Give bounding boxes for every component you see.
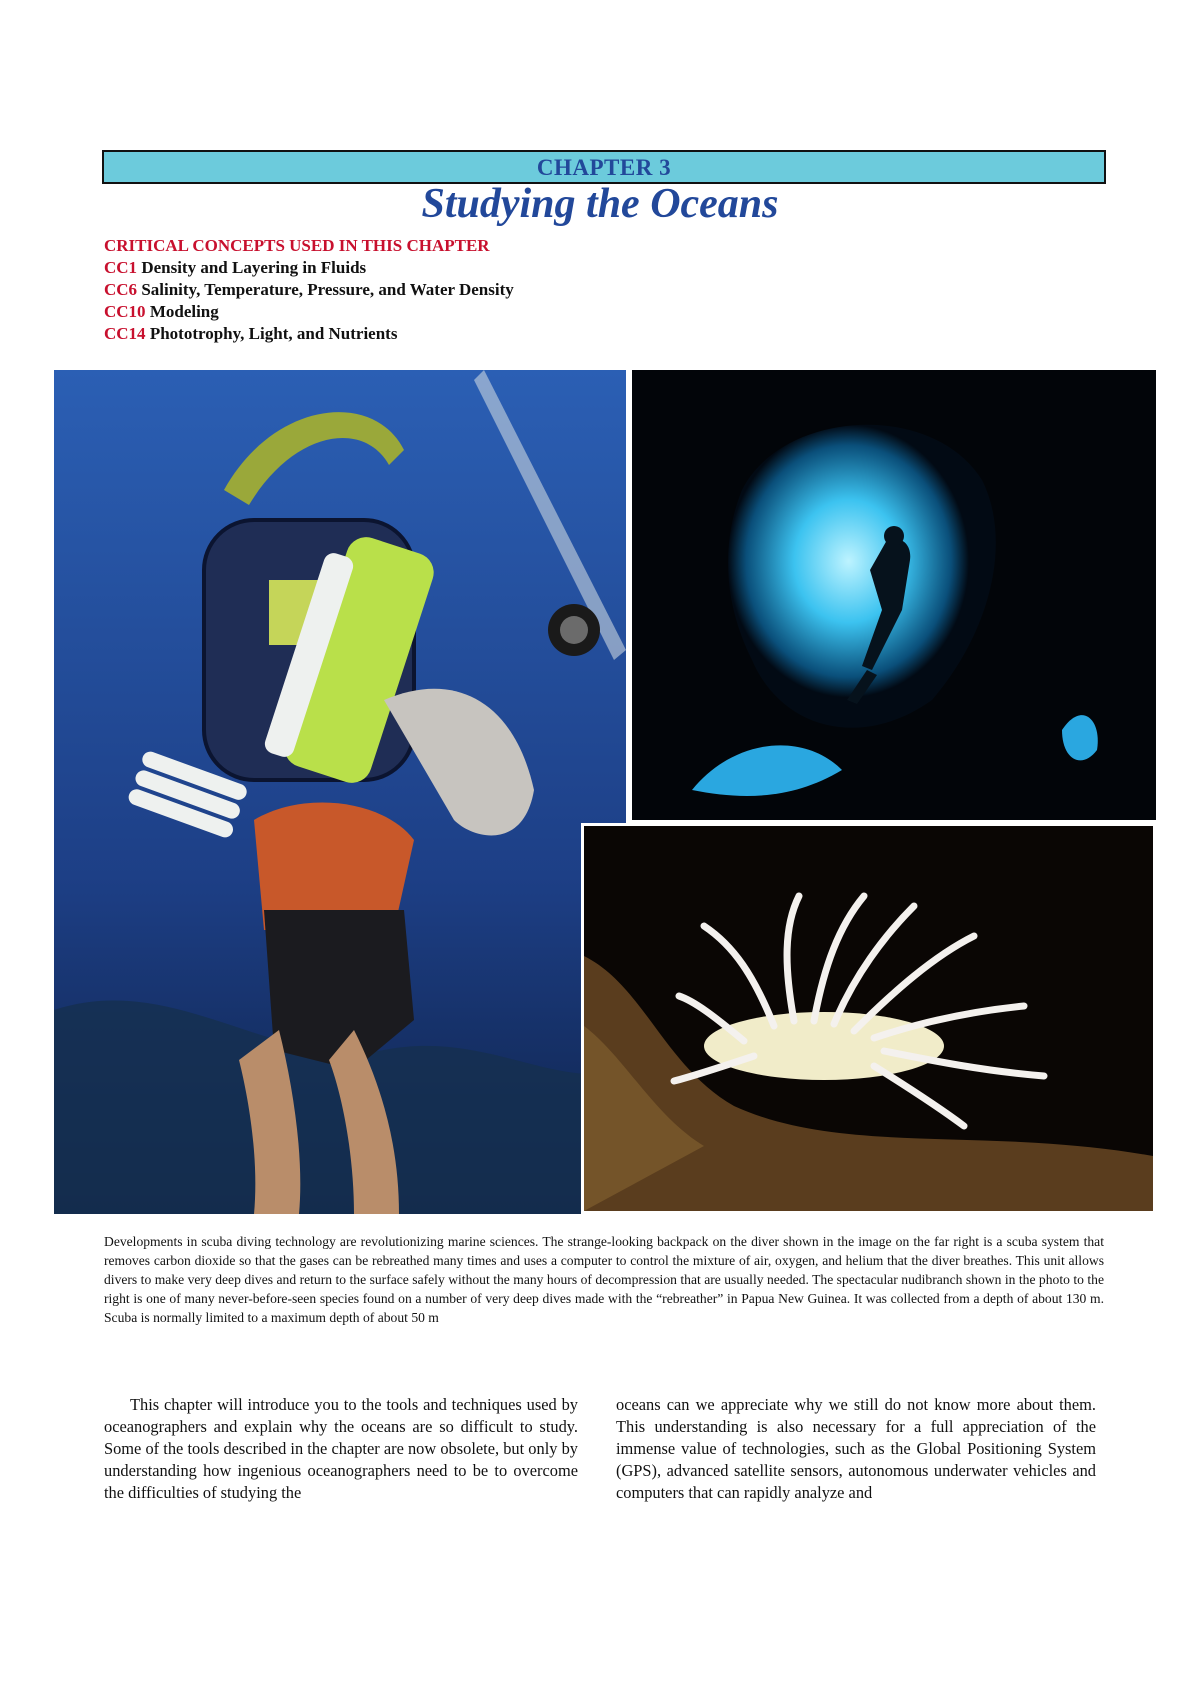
critical-concepts — [104, 235, 514, 345]
concept-item — [104, 323, 514, 345]
concept-text: Modeling — [149, 302, 219, 321]
concept-code: CC10 — [104, 302, 146, 321]
diver-rebreather-photo — [54, 370, 626, 1214]
body-right-column: oceans can we appreciate why we still do not know more about them. This understanding is also necessary for a full appreciation of the immense value of technologies, such as the Global Positioning System (GPS), advanced satellite sensors, autonomous underwater vehicles and computers that can rapidly analyze and — [616, 1395, 1096, 1502]
concept-item — [104, 301, 514, 323]
diver-in-cave-photo — [629, 370, 1156, 820]
concept-code: CC1 — [104, 258, 138, 277]
concept-item — [104, 257, 514, 279]
concept-text: Salinity, Temperature, Pressure, and Water Density — [141, 280, 514, 299]
concept-text: Density and Layering in Fluids — [141, 258, 367, 277]
critical-concepts-heading: CRITICAL CONCEPTS USED IN THIS CHAPTER — [104, 236, 490, 255]
nudibranch-illustration — [584, 826, 1153, 1211]
concept-text: Phototrophy, Light, and Nutrients — [149, 324, 398, 343]
chapter-label: CHAPTER 3 — [536, 155, 672, 180]
photo-caption: Developments in scuba diving technology are revolutionizing marine sciences. The strange-looking backpack on the diver shown in the image on the far right is a scuba system that removes carbon dioxide so that the gases can be rebreathed many times and uses a computer to control the mixture of air, oxygen, and helium that the diver breathes. This unit allows divers to make very deep dives and return to the surface safely without the many hours of decompression that are usually needed. The spectacular nudibranch shown in the photo to the right is one of many never-before-seen species found on a number of very deep dives made with the “rebreather” in Papua New Guinea. It was collected from a depth of about 130 m. Scuba is normally limited to a maximum depth of about 50 m — [104, 1234, 1104, 1325]
nudibranch-photo — [581, 823, 1156, 1214]
body-left-column: This chapter will introduce you to the tools and techniques used by oceanographers and explain why the oceans are so difficult to study. Some of the tools described in the chapter are now obsolete, but only by understanding how ingenious oceanographers need to be to overcome the difficulties of studying the — [104, 1395, 578, 1502]
chapter-title: Studying the Oceans — [421, 181, 779, 227]
concept-code: CC6 — [104, 280, 138, 299]
diver-rebreather-illustration — [54, 370, 626, 1214]
concept-code: CC14 — [104, 324, 146, 343]
cave-illustration — [632, 370, 1156, 820]
concept-item — [104, 279, 514, 301]
